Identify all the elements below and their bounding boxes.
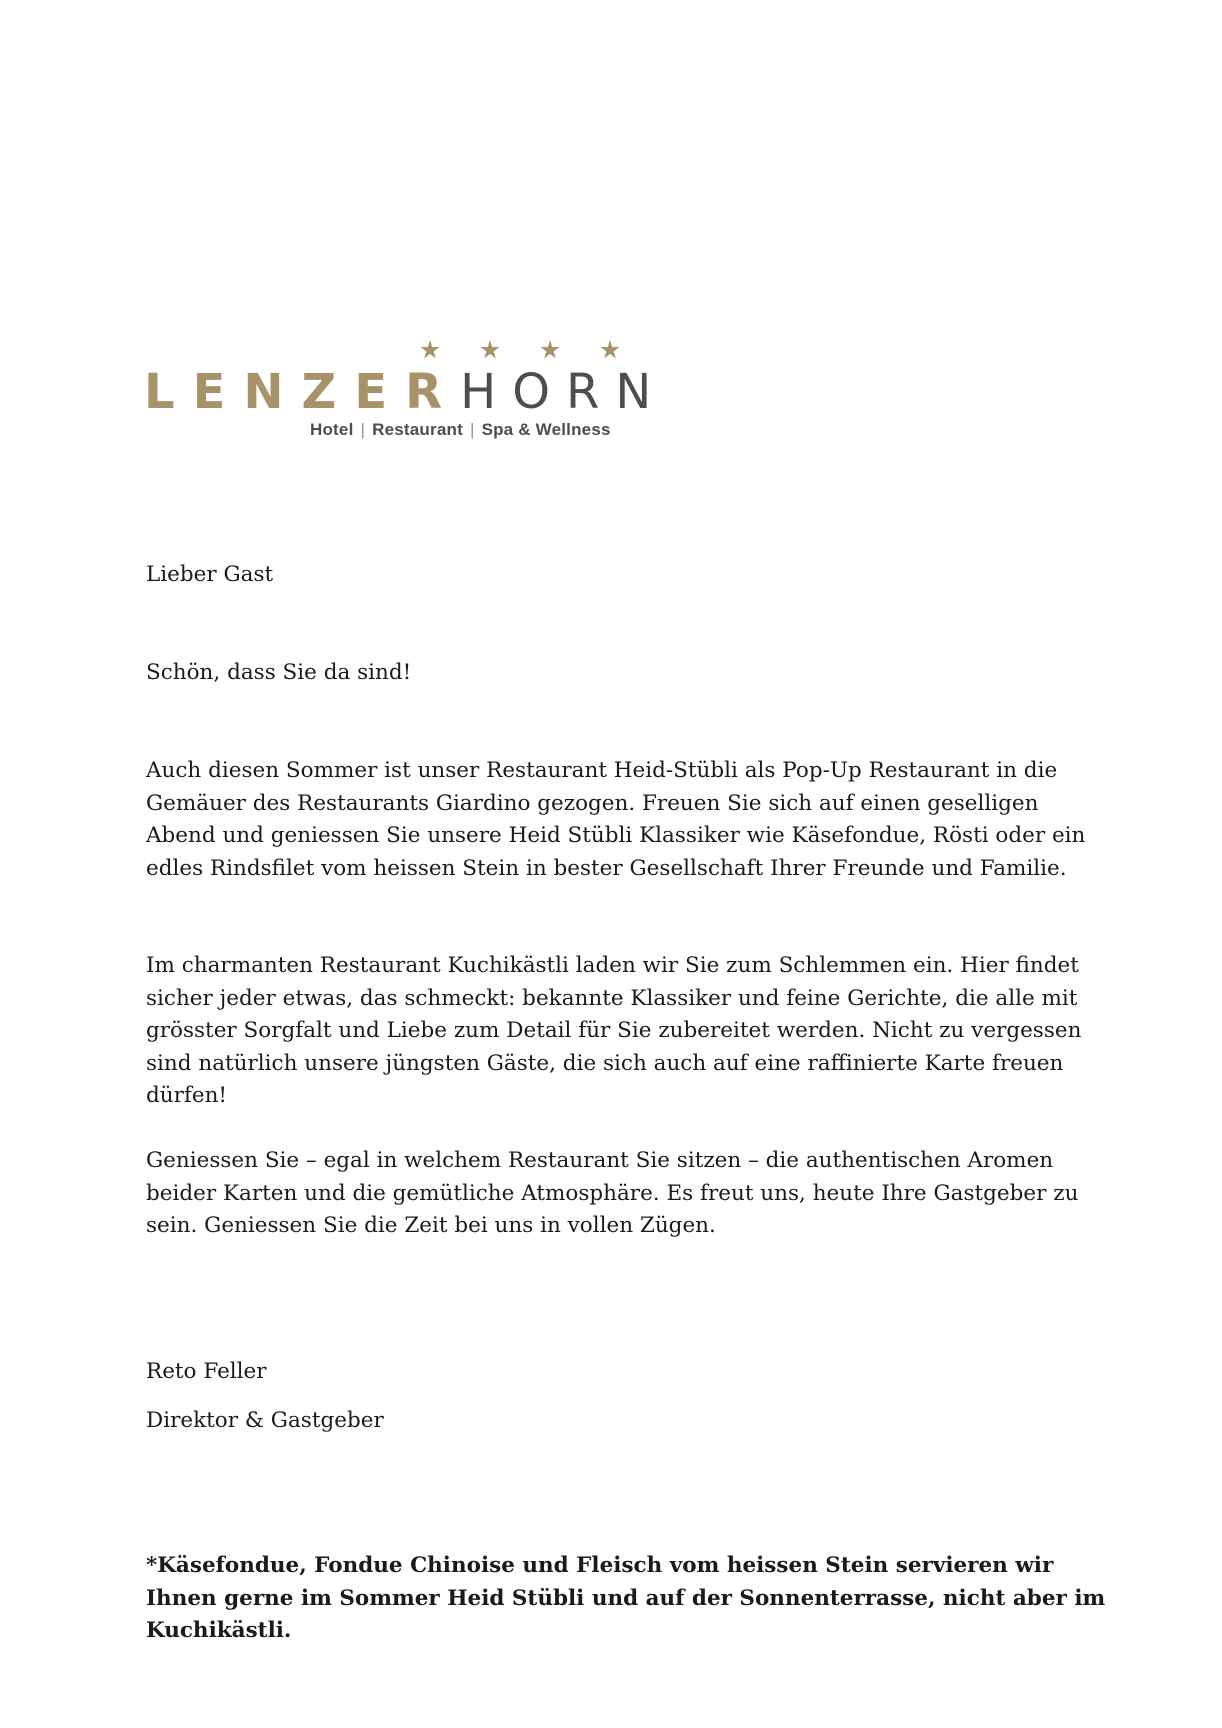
paragraph-kuchikaestli: Im charmanten Restaurant Kuchikästli laden wir Sie zum Schlemmen ein. Hier findet sicher jeder etwas, das schmeckt: bekannte Klassiker und feine Gerichte, die alle mit grösster Sorgfalt und Liebe zum Detail für Sie zubereitet werden. Nicht zu vergessen sind natürlich unsere jüngsten Gäste, die sich auch auf eine raffinierte Karte freuen dürfen! [146,953,1082,1108]
tagline-separator: | [469,420,475,439]
star-icon [420,340,440,360]
logo-tagline [310,420,611,440]
star-icon [600,340,620,360]
star-icon [540,340,560,360]
footnote: *Käsefondue, Fondue Chinoise und Fleisch vom heissen Stein servieren wir Ihnen gerne im Sommer Heid Stübli und auf der Sonnenterrasse, nicht aber im Kuchikästli. [146,1553,1106,1643]
paragraph-heid-stuebli: Auch diesen Sommer ist unser Restaurant Heid-Stübli als Pop-Up Restaurant in die Gemäuer des Restaurants Giardino gezogen. Freuen Sie sich auf einen geselligen Abend und geniessen Sie unsere Heid Stübli Klassiker wie Käsefondue, Rösti oder ein edles Rindsfilet vom heissen Stein in bester Gesellschaft Ihrer Freunde und Familie. [146,758,1086,881]
logo-wordmark [144,366,667,418]
tagline-hotel: Hotel [310,420,354,439]
signature-name: Reto Feller [146,1359,267,1384]
logo-word-horn: HORN [460,364,668,420]
greeting: Schön, dass Sie da sind! [146,660,412,685]
rating-stars [420,340,620,362]
signature-title: Direktor & Gastgeber [146,1408,384,1433]
paragraph-closing: Geniessen Sie – egal in welchem Restaurant Sie sitzen – die authentischen Aromen beider Karten und die gemütliche Atmosphäre. Es freut uns, heute Ihre Gastgeber zu sein. Geniessen Sie die Zeit bei uns in vollen Zügen. [146,1148,1079,1238]
tagline-spa: Spa & Wellness [481,420,611,439]
tagline-restaurant: Restaurant [372,420,463,439]
salutation: Lieber Gast [146,562,274,587]
tagline-separator: | [360,420,366,439]
star-icon [480,340,500,360]
hotel-logo [144,340,668,446]
logo-word-lenzer: LENZER [144,364,461,420]
